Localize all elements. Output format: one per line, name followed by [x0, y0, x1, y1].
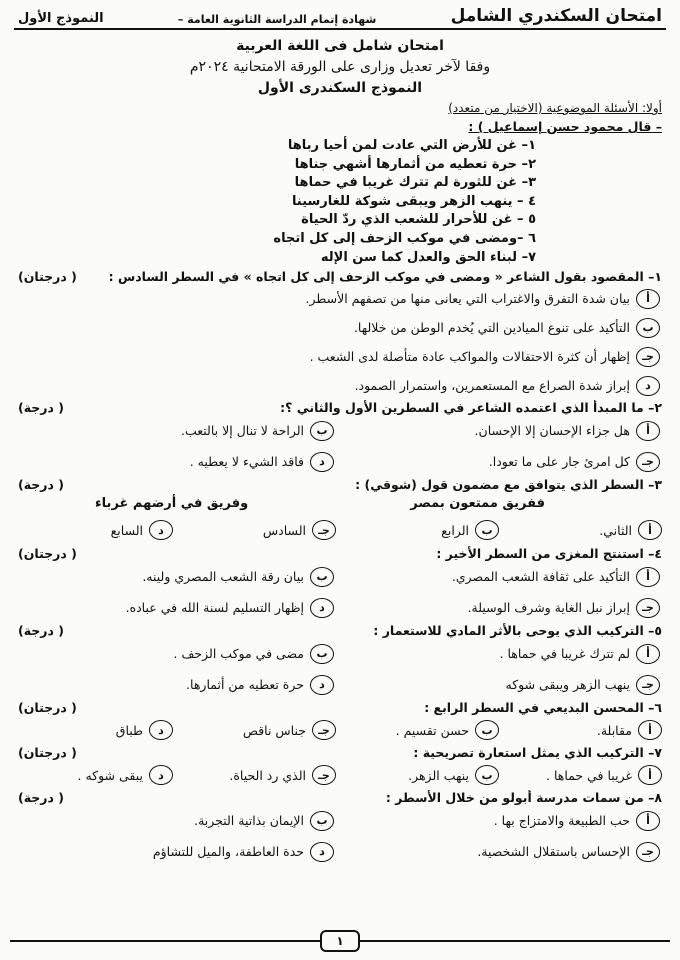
option-letter: د: [149, 520, 173, 540]
option-text: غريبا في حماها .: [546, 767, 632, 783]
question-1: [14, 269, 666, 284]
option-letter: ب: [636, 318, 660, 338]
option-letter: د: [310, 452, 334, 472]
option-letter: جـ: [636, 452, 660, 472]
option-a[interactable]: [503, 765, 666, 785]
option-letter: جـ: [636, 842, 660, 862]
poem-line: ٦ –ومضى في موكب الزحف إلى كل اتجاه: [273, 230, 536, 246]
option-text: السادس: [262, 522, 306, 538]
option-letter: د: [149, 720, 173, 740]
option-text: الذي رد الحياة.: [229, 767, 306, 783]
question-marks: ( درجتان): [18, 745, 77, 761]
poet-intro: – قال محمود حسن إسماعيل ) :: [468, 119, 662, 134]
poem-line: ١– غن للأرض التي عادت لمن أحيا رباها: [287, 138, 536, 153]
page-header: [14, 0, 666, 30]
option-row: [14, 638, 666, 669]
poem-line: ٤ – ينهب الزهر ويبقى شوكة للغارسينا: [292, 193, 536, 209]
option-a[interactable]: [340, 811, 666, 831]
question-text: ٤– استنتج المغزى من السطر الأخير :: [436, 546, 662, 562]
option-letter: أ: [638, 720, 662, 740]
option-letter: جـ: [636, 347, 660, 367]
option-letter: ب: [310, 567, 334, 587]
option-row: [14, 715, 666, 745]
certificate-title: شهادة إتمام الدراسة الثانوية العامة –: [177, 13, 377, 26]
verse-second-half: وفريق في أرضهم غرباء: [95, 495, 249, 511]
poem-line: ٥ – غن للأحرار للشعب الذي ردّ الحياة: [301, 212, 536, 228]
option-c[interactable]: [14, 347, 666, 367]
option-letter: ب: [310, 421, 334, 441]
option-letter: جـ: [312, 720, 336, 740]
option-row: [14, 669, 666, 700]
option-text: الإيمان بذاتية التجربة.: [194, 813, 304, 829]
option-b[interactable]: [340, 720, 503, 740]
question-marks: ( درجة): [18, 790, 64, 806]
poem-line: ٧– لبناء الحق والعدل كما سن الإله: [320, 249, 536, 265]
option-letter: ب: [310, 644, 334, 664]
option-c[interactable]: [340, 598, 666, 618]
section-label: أولا: الأسئلة الموضوعية (الاختيار من متعدد): [448, 101, 662, 115]
exam-model-title: النموذج السكندرى الأول: [257, 80, 423, 96]
page-number: ١: [320, 930, 360, 952]
option-text: لم تترك غريبا في حماها .: [499, 646, 630, 662]
option-text: بيان شدة التفرق والاغتراب التي يعانى منها من تصفهم الأسطر.: [305, 291, 630, 307]
option-row: [14, 284, 666, 313]
option-text: إبراز نبل الغاية وشرف الوسيلة.: [467, 600, 630, 616]
option-text: حدة العاطفة، والميل للتشاؤم: [152, 844, 304, 860]
option-c[interactable]: [340, 675, 666, 695]
option-text: مضى في موكب الزحف .: [173, 646, 304, 662]
option-letter: د: [310, 842, 334, 862]
option-b[interactable]: [340, 520, 503, 540]
option-row: [14, 760, 666, 790]
option-row: [14, 313, 666, 342]
question-4: [14, 546, 666, 561]
question-text: ٢– ما المبدأ الذي اعتمده الشاعر في السطرين الأول والثاني ؟:: [280, 400, 662, 416]
page-footer: [0, 930, 680, 954]
option-letter: أ: [636, 421, 660, 441]
question-text: ٧– التركيب الذي يمثل استعارة تصريحية :: [413, 745, 662, 761]
option-text: ينهب الزهر ويبقى شوكه: [505, 677, 630, 693]
poem-line: ٢– حرة تعطيه من أثمارها أشهي جناها: [294, 156, 536, 172]
option-c[interactable]: [340, 842, 666, 862]
option-text: يبقى شوكه .: [77, 767, 143, 783]
option-b[interactable]: [340, 765, 503, 785]
option-b[interactable]: [14, 811, 340, 831]
shawqi-verse: [14, 492, 666, 514]
option-d[interactable]: [14, 675, 340, 695]
question-marks: ( درجة): [18, 477, 64, 493]
option-a[interactable]: [503, 520, 666, 540]
option-text: هل جزاء الإحسان إلا الإحسان.: [474, 423, 630, 439]
question-5: [14, 623, 666, 638]
option-text: الإحساس باستقلال الشخصية.: [477, 844, 630, 860]
option-b[interactable]: [14, 644, 340, 664]
question-marks: ( درجتان): [18, 269, 77, 285]
question-2: [14, 400, 666, 415]
option-letter: أ: [638, 765, 662, 785]
option-row: [14, 415, 666, 446]
option-text: إظهار التسليم لسنة الله في عباده.: [125, 600, 304, 616]
option-d[interactable]: [14, 376, 666, 396]
question-marks: ( درجة): [18, 623, 64, 639]
option-d[interactable]: [14, 720, 177, 740]
question-text: ١– المقصود بقول الشاعر « ومضى في موكب الزحف إلى كل اتجاه » في السطر السادس :: [108, 269, 662, 285]
question-marks: ( درجتان): [18, 700, 77, 716]
option-b[interactable]: [14, 567, 340, 587]
option-text: السابع: [110, 522, 143, 538]
option-row: [14, 836, 666, 867]
option-d[interactable]: [14, 452, 340, 472]
option-text: الثاني.: [599, 522, 632, 538]
option-text: ينهب الزهر.: [408, 767, 469, 783]
option-d[interactable]: [14, 598, 340, 618]
option-row: [14, 446, 666, 477]
option-b[interactable]: [14, 421, 340, 441]
option-b[interactable]: [14, 318, 666, 338]
option-c[interactable]: [340, 452, 666, 472]
option-letter: جـ: [312, 520, 336, 540]
option-row: [14, 805, 666, 836]
option-text: الرابع: [441, 522, 469, 538]
question-marks: ( درجتان): [18, 546, 77, 562]
option-letter: جـ: [636, 598, 660, 618]
option-row: [14, 371, 666, 400]
option-text: جناس ناقص: [242, 722, 306, 738]
option-letter: أ: [636, 644, 660, 664]
option-letter: جـ: [636, 675, 660, 695]
option-letter: أ: [636, 811, 660, 831]
option-letter: ب: [475, 520, 499, 540]
option-text: الراحة لا تنال إلا بالتعب.: [181, 423, 304, 439]
option-letter: أ: [638, 520, 662, 540]
option-row: [14, 342, 666, 371]
question-text: ٦– المحسن البديعي في السطر الرابع :: [424, 700, 662, 716]
option-text: إظهار أن كثرة الاحتفالات والمواكب عادة متأصلة لدى الشعب .: [309, 349, 630, 365]
option-text: بيان رقة الشعب المصري ولينه.: [142, 569, 304, 585]
option-text: فاقد الشيء لا يعطيه .: [189, 454, 304, 470]
option-a[interactable]: [340, 644, 666, 664]
exam-titles: [14, 36, 666, 99]
model-label: النموذج الأول: [18, 11, 104, 26]
option-d[interactable]: [14, 520, 177, 540]
option-text: التأكيد على تنوع الميادين التي يُخدم الوطن من خلالها.: [353, 320, 630, 336]
option-text: حرة تعطيه من أثمارها.: [186, 677, 304, 693]
option-text: حب الطبيعة والامتزاج بها .: [493, 813, 630, 829]
question-7: [14, 745, 666, 760]
question-8: [14, 790, 666, 805]
option-letter: أ: [636, 567, 660, 587]
option-letter: جـ: [312, 765, 336, 785]
option-text: طباق: [115, 722, 143, 738]
exam-subject-title: امتحان شامل فى اللغة العربية: [236, 38, 444, 54]
option-c[interactable]: [177, 720, 340, 740]
question-text: ٣– السطر الذي يتوافق مع مضمون قول (شوقي) :: [355, 477, 662, 493]
option-text: التأكيد على ثقافة الشعب المصري.: [451, 569, 630, 585]
option-text: كل امرئ جار على ما تعودا.: [488, 454, 630, 470]
option-text: إبراز شدة الصراع مع المستعمرين، واستمرار الصمود.: [354, 378, 630, 394]
option-a[interactable]: [14, 289, 666, 309]
option-a[interactable]: [340, 421, 666, 441]
question-text: ٥– التركيب الذي يوحى بالأثر المادي للاستعمار :: [373, 623, 662, 639]
option-d[interactable]: [14, 842, 340, 862]
exam-brand: امتحان السكندري الشامل: [450, 6, 662, 26]
poem-line: ٣– غن للثورة لم تترك غريبا في حماها: [294, 175, 536, 191]
option-row: [14, 514, 666, 546]
option-d[interactable]: [14, 765, 177, 785]
option-letter: ب: [310, 811, 334, 831]
option-letter: د: [310, 675, 334, 695]
option-c[interactable]: [177, 765, 340, 785]
option-a[interactable]: [503, 720, 666, 740]
option-letter: ب: [475, 765, 499, 785]
exam-subtitle: وفقا لآخر تعديل وزارى على الورقة الامتحانية ٢٠٢٤م: [189, 59, 491, 75]
question-text: ٨– من سمات مدرسة أبولو من خلال الأسطر :: [385, 790, 662, 806]
option-text: مقابلة.: [596, 722, 632, 738]
option-letter: د: [310, 598, 334, 618]
poem: [14, 137, 666, 267]
option-a[interactable]: [340, 567, 666, 587]
option-letter: د: [636, 376, 660, 396]
question-marks: ( درجة): [18, 400, 64, 416]
option-c[interactable]: [177, 520, 340, 540]
verse-first-half: ففريق ممتعون بمصر: [410, 495, 545, 511]
option-row: [14, 561, 666, 592]
question-3: [14, 477, 666, 492]
option-row: [14, 592, 666, 623]
option-letter: د: [149, 765, 173, 785]
question-6: [14, 700, 666, 715]
option-text: حسن تقسيم .: [395, 722, 469, 738]
option-letter: أ: [636, 289, 660, 309]
option-letter: ب: [475, 720, 499, 740]
